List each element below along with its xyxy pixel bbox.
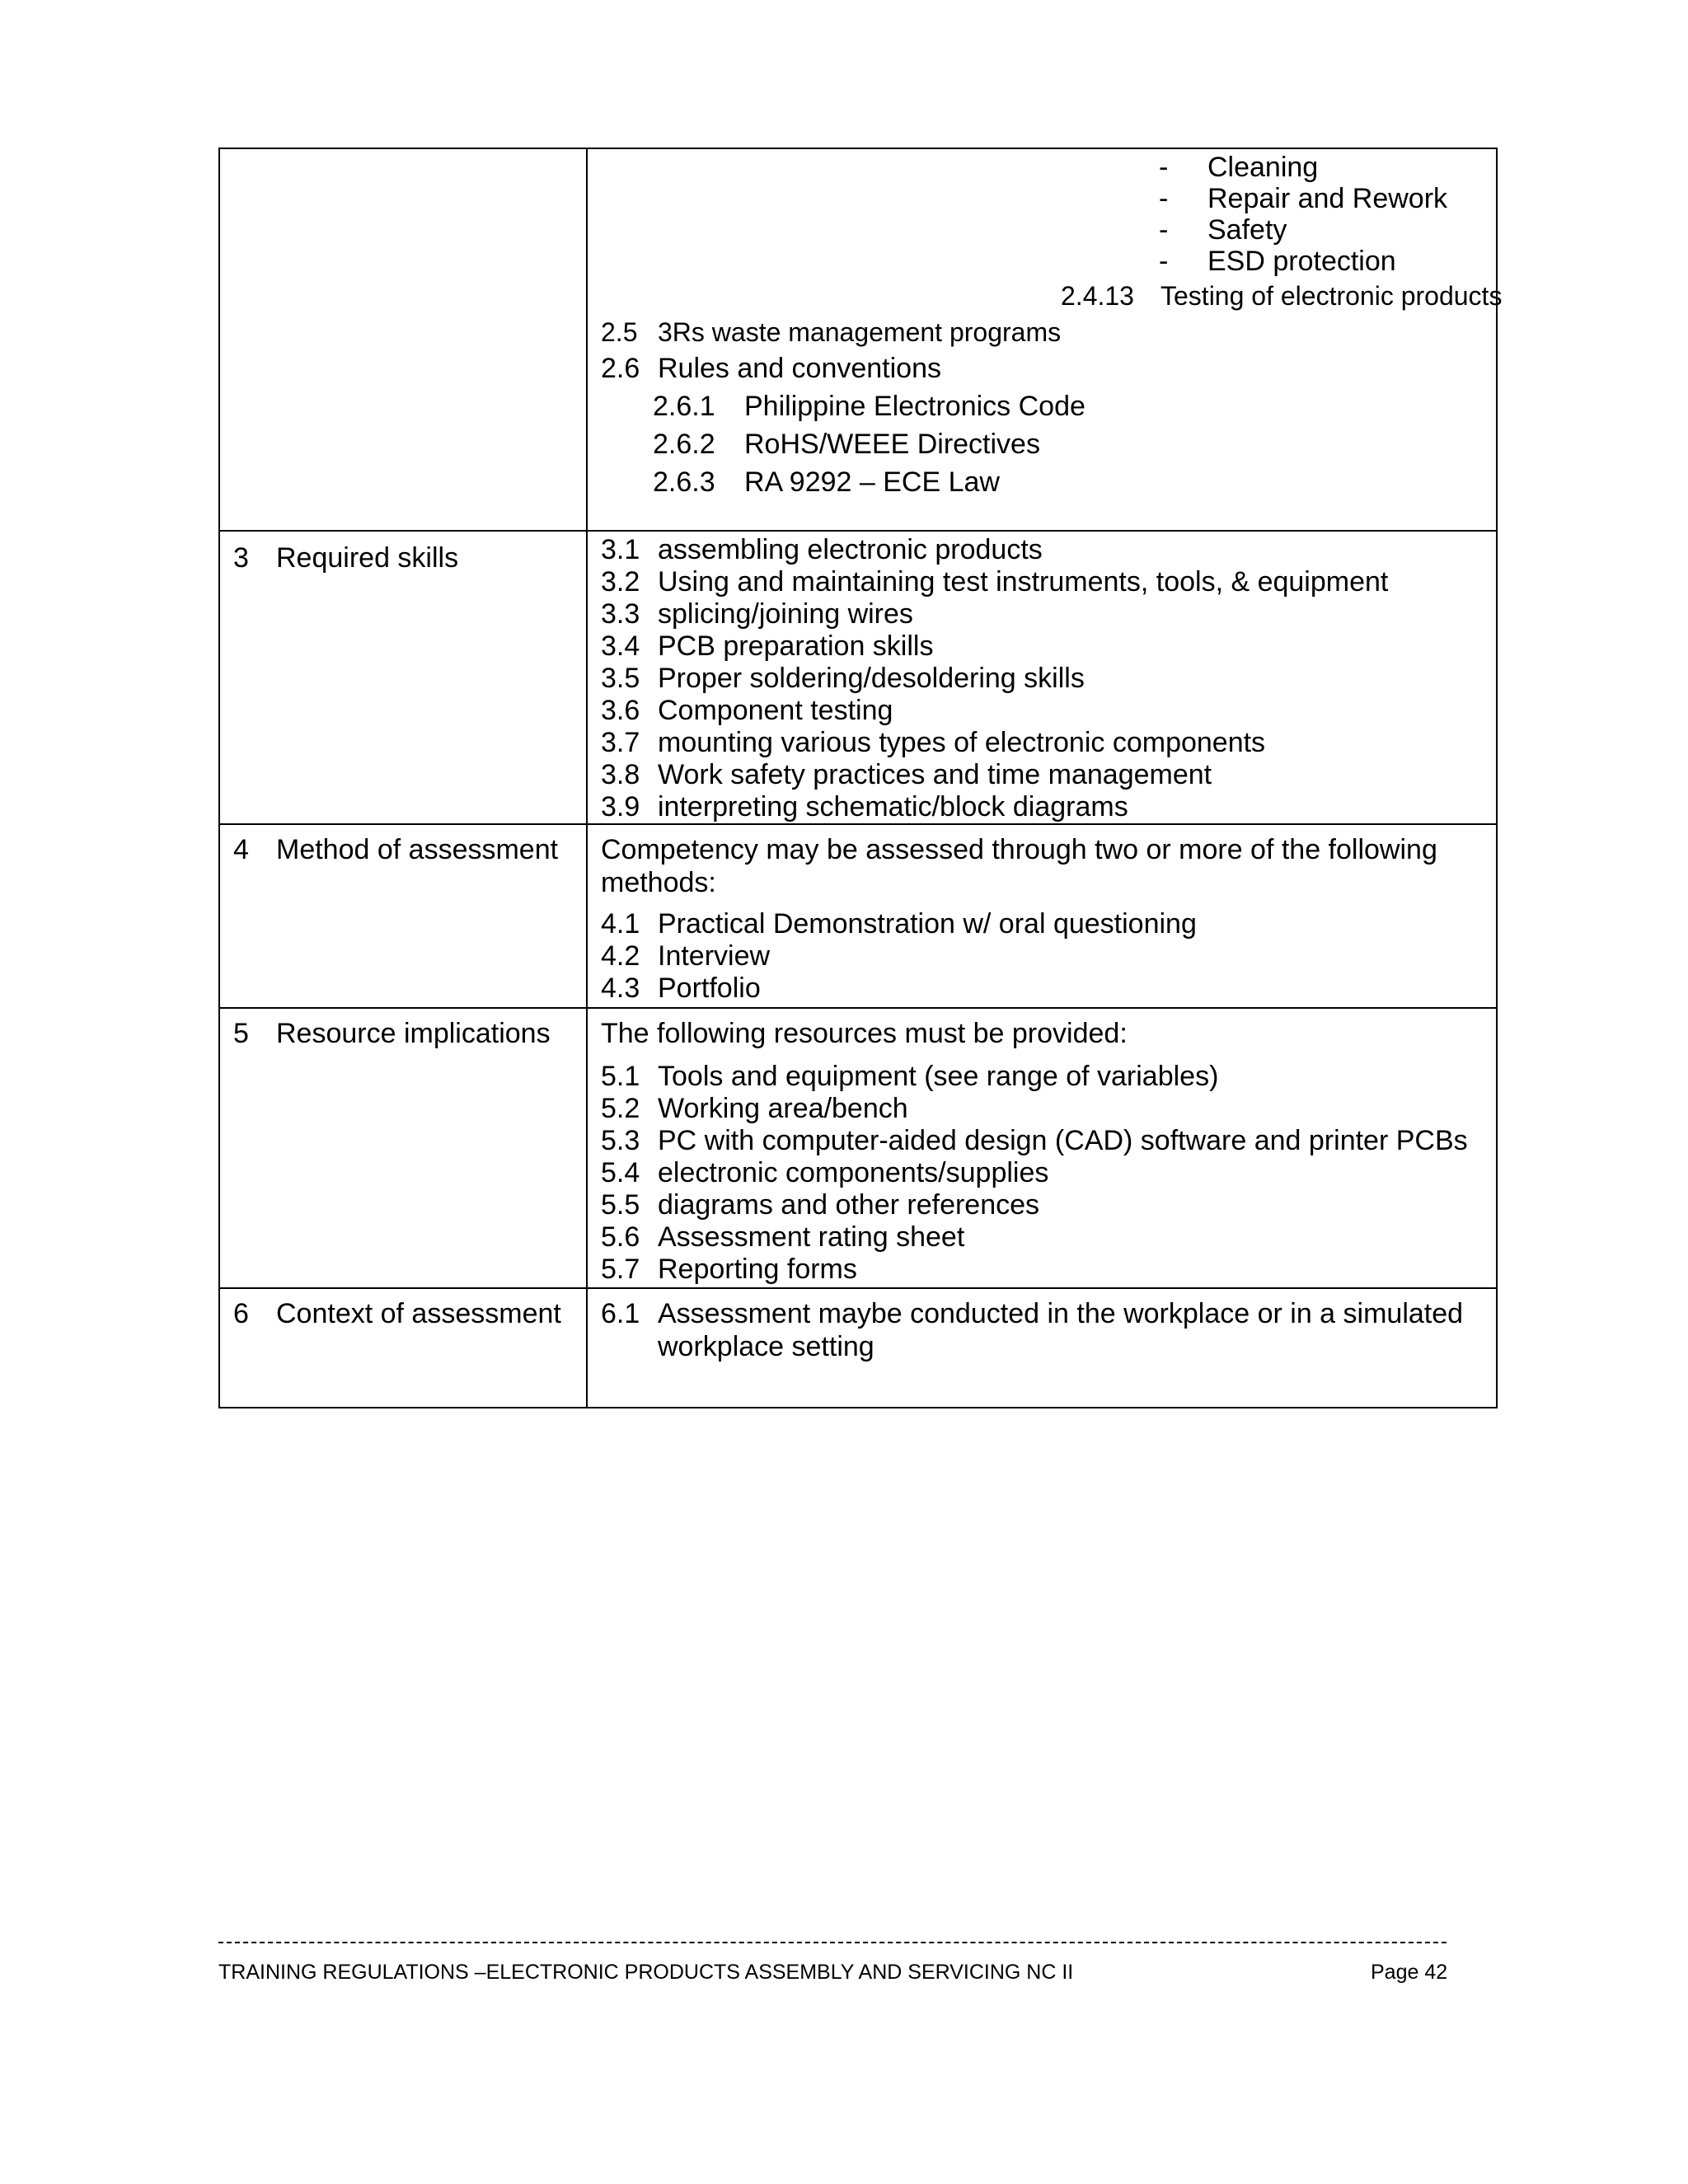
content-cell-continued: - Cleaning - Repair and Rework - Safety - ESD protection 2.4.13 Testing of electronic products 2.5 3Rs waste management programs 2.6 Rules and conventions 2.6.1 Philippine Electronics Code 2.6.2 RoHS/WEEE Directives 2.6.3 RA 9292 – ECE Law	[587, 148, 1497, 531]
table-row-method-of-assessment	[219, 824, 1497, 1008]
table-row-context-of-assessment	[219, 1288, 1497, 1408]
page-number: Page 42	[1371, 1961, 1448, 1984]
competency-table	[218, 148, 1503, 1408]
footer-title: TRAINING REGULATIONS –ELECTRONIC PRODUCTS ASSEMBLY AND SERVICING NC II	[218, 1961, 1074, 1984]
footer-divider	[218, 1942, 1447, 1943]
content-cell: The following resources must be provided: 5.1 Tools and equipment (see range of variables) 5.2 Working area/bench 5.3 PC with computer-aided design (CAD) software and printer PCBs 5.4 electronic components/supplies 5.5 diagrams and other references 5.6 Assessment rating sheet 5.7 Reporting forms	[587, 1008, 1497, 1288]
table-row-required-skills	[219, 531, 1497, 824]
label-cell: 4 Method of assessment	[219, 824, 587, 1008]
label-cell: 6 Context of assessment	[219, 1288, 587, 1408]
content-cell: Competency may be assessed through two or more of the following methods: 4.1 Practical Demonstration w/ oral questioning 4.2 Interview 4.3 Portfolio	[587, 824, 1497, 1008]
content-cell: 6.1 Assessment maybe conducted in the workplace or in a simulated workplace setting	[587, 1288, 1497, 1408]
table-row-resource-implications	[219, 1008, 1497, 1288]
label-cell-empty	[219, 148, 587, 531]
table-row-continued	[219, 148, 1497, 531]
label-cell: 5 Resource implications	[219, 1008, 587, 1288]
content-cell: 3.1 assembling electronic products 3.2 Using and maintaining test instruments, tools, & equipment 3.3 splicing/joining wires 3.4 PCB preparation skills 3.5 Proper soldering/desoldering skills 3.6 Component testing 3.7 mounting various types of electronic components 3.8 Work safety practices and time management 3.9 interpreting schematic/block diagrams	[587, 531, 1497, 824]
label-cell: 3 Required skills	[219, 531, 587, 824]
